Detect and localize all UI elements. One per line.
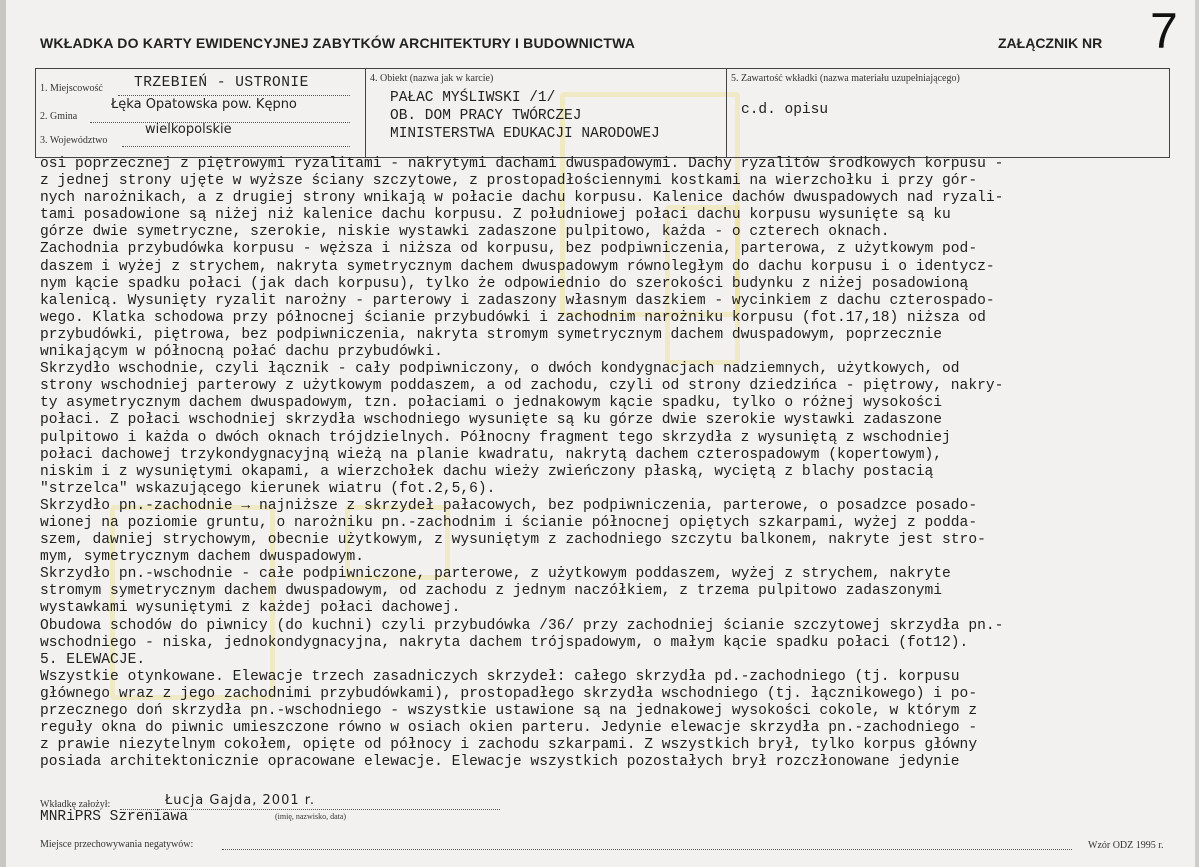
wojewodztwo-label: 3. Województwo bbox=[40, 135, 108, 146]
obiekt-line-2: OB. DOM PRACY TWÓRCZEJ bbox=[390, 108, 582, 124]
divider bbox=[726, 69, 727, 157]
description-line: kalenicą. Wysunięty ryzalit narożny - parterowy i zadaszony własnym daszkiem - wycinkiem z dachu czterospado- bbox=[40, 292, 995, 309]
description-line: połaci. Z połaci wschodniej skrzydła wschodniego wysunięte są ku górze dwie szerokie wystawki zadaszone bbox=[40, 412, 943, 429]
author-hint: (imię, nazwisko, data) bbox=[275, 812, 347, 821]
card-title: WKŁADKA DO KARTY EWIDENCYJNEJ ZABYTKÓW ARCHITEKTURY I BUDOWNICTWA bbox=[40, 35, 636, 51]
description-line: wego. Klatka schodowa przy północnej ścianie przybudówki i zachodnim narożniku korpusu (fot.17,18) niższa od bbox=[40, 309, 986, 326]
divider bbox=[365, 69, 366, 157]
header-fields-box bbox=[35, 68, 1170, 158]
author-label: Wkładkę założył: bbox=[40, 799, 111, 810]
miejscowosc-label: 1. Miejscowość bbox=[40, 83, 103, 94]
annex-label: ZAŁĄCZNIK NR bbox=[998, 35, 1103, 51]
description-line: Zachodnia przybudówka korpusu - węższa i niższa od korpusu, bez podpiwniczenia, parterowa, z użytkowym pod- bbox=[40, 241, 978, 258]
form-reference: Wzór ODZ 1995 r. bbox=[1088, 840, 1164, 851]
field-underline bbox=[222, 849, 1072, 850]
description-line: wnikającym w północną połać dachu przybudówki. bbox=[40, 344, 443, 361]
description-line: z jednej strony ujęte w wyższe ściany szczytowe, z prostopadłościennymi kostkami na wierzchołku i przy gór- bbox=[40, 173, 978, 190]
description-line: nych narożnikach, a z drugiej strony wnikają w połacie dachu korpusu. Kalenice dachów dwuspadowych nad ryzali- bbox=[40, 190, 1004, 207]
annex-number: 7 bbox=[1150, 3, 1178, 59]
description-line: strony wschodniej parterowy z użytkowym poddaszem, a od zachodu, czyli od strony dziedzińca - piętrowy, nakry- bbox=[40, 378, 1004, 395]
scan-edge-left bbox=[0, 0, 6, 867]
description-line: reguły okna do piwnic umieszczone równo w osiach okien parteru. Jedynie elewacje skrzydła pn.-zachodniego - bbox=[40, 720, 978, 737]
description-line: wionej na poziomie gruntu, o narożniku pn.-zachodnim i ścianie północnej opiętych szkarpami, wyżej z podda- bbox=[40, 514, 978, 531]
description-line: przecznego doń skrzydła pn.-wschodniego - wszystkie ustawione są na jednakowej wysokości cokole, w którym z bbox=[40, 703, 978, 719]
description-line: nym kącie spadku połaci (jak dach korpusu), tylko że odpowiednio do szerokości budynku z niżej posadowioną bbox=[40, 275, 969, 292]
miejscowosc-value: TRZEBIEŃ - USTRONIE bbox=[134, 75, 309, 91]
field-underline bbox=[118, 95, 350, 96]
description-line: głównego wraz z jego zachodnimi przybudówkami), prostopadłego skrzydła wschodniego (tj. łącznikowego) i po- bbox=[40, 685, 978, 702]
description-line: niskim i z wysuniętymi okapami, a wierzchołek dachu wieży zwieńczony płaską, wyciętą z blachy postacią bbox=[40, 463, 934, 480]
obiekt-line-3: MINISTERSTWA EDUKACJI NARODOWEJ bbox=[390, 126, 660, 142]
description-line: górze dwie symetryczne, szerokie, niskie wystawki zadaszone pulpitowo, każda - o czterech oknach. bbox=[40, 224, 890, 241]
field-underline bbox=[122, 146, 350, 147]
description-line: posiada architektonicznie opracowane elewacje. Elewacje wszystkich pozostałych brył rozczłonowane jedynie bbox=[40, 754, 960, 771]
description-line: "strzelca" wskazującego kierunek wiatru (fot.2,5,6). bbox=[40, 480, 496, 497]
description-line: 5. ELEWACJE. bbox=[40, 651, 146, 668]
description-line: wystawkami wysuniętymi z każdej połaci dachowej. bbox=[40, 600, 461, 617]
description-line: tami posadowione są niżej niż kalenice dachu korpusu. Z południowej połaci dachu korpusu wysunięte są ku bbox=[40, 207, 951, 224]
zawartosc-value: c.d. opisu bbox=[741, 102, 829, 118]
description-line: Skrzydło wschodnie, czyli łącznik - cały podpiwniczony, o dwóch kondygnacjach nadziemnych, użytkowych, od bbox=[40, 361, 960, 378]
description-line: mym, symetrycznym dachem dwuspadowym. bbox=[40, 549, 365, 566]
description-line: szem, dawniej strychowym, obecnie użytkowym, z wysuniętym z zachodniego szczytu balkonem, nakryte jest stro- bbox=[40, 532, 986, 549]
description-text bbox=[40, 156, 1170, 771]
description-line: przybudówki, piętrowa, bez podpiwniczenia, nakryta stromym symetrycznym dachem dwuspadowym, poprzecznie bbox=[40, 326, 943, 343]
description-line: z prawie niezytelnym cokołem, opięte od północy i zachodu szkarpami. Z wszystkich brył, tylko korpus główny bbox=[40, 737, 978, 754]
description-line: Wszystkie otynkowane. Elewacje trzech zasadniczych skrzydeł: całego skrzydła pd.-zachodniego (tj. korpusu bbox=[40, 668, 960, 685]
description-line: pulpitowo i każda o dwóch oknach trójdzielnych. Północny fragment tego skrzydła z wysuniętą z wschodniej bbox=[40, 429, 951, 446]
description-line: stromym symetrycznym dachem dwuspadowym, od zachodu z jednym naczółkiem, z trzema pulpitowo zadaszonymi bbox=[40, 583, 943, 600]
description-line: ty asymetrycznym dachem dwuspadowym, tzn. połaciami o jednakowym kącie spadku, tylko o różnej wysokości bbox=[40, 395, 943, 412]
gmina-value: Łęka Opatowska pow. Kępno bbox=[111, 97, 297, 112]
description-line: wschodniego - niska, jednokondygnacyjna, nakryta dachem trójspadowym, o małym kącie spadku połaci (fot12). bbox=[40, 634, 969, 651]
description-line: osi poprzecznej z piętrowymi ryzalitami - nakrytymi dachami dwuspadowymi. Dachy ryzalitów środkowych korpusu - bbox=[40, 156, 1004, 172]
description-line: Skrzydło pn.-zachodnie → najniższe z skrzydeł pałacowych, bez podpiwniczenia, parterowe, o posadzce posado- bbox=[40, 497, 978, 514]
description-line: połaci dachowej trzykondygnacyjną wieżą na planie kwadratu, nakrytą dachem czterospadowym (kopertowym), bbox=[40, 446, 943, 463]
scan-edge-right bbox=[1195, 0, 1199, 867]
gmina-label: 2. Gmina bbox=[40, 111, 78, 122]
negatives-label: Miejsce przechowywania negatywów: bbox=[40, 839, 194, 850]
storage-typed: MNRiPRS Szreniawa bbox=[40, 809, 188, 825]
description-line: daszem i wyżej z strychem, nakryta symetrycznym dachem dwuspadowym równoległym do dachu korpusu i o identycz- bbox=[40, 258, 995, 275]
description-line: Obudowa schodów do piwnicy (do kuchni) czyli przybudówka /36/ przy zachodniej ścianie szczytowej skrzydła pn.- bbox=[40, 617, 1004, 634]
author-value: Łucja Gajda, 2001 r. bbox=[165, 793, 316, 808]
zawartosc-label: 5. Zawartość wkładki (nazwa materiału uzupełniającego) bbox=[731, 73, 960, 84]
obiekt-label: 4. Obiekt (nazwa jak w karcie) bbox=[370, 73, 494, 84]
wojewodztwo-value: wielkopolskie bbox=[145, 122, 232, 137]
obiekt-line-1: PAŁAC MYŚLIWSKI /1/ bbox=[390, 90, 556, 106]
description-line: Skrzydło pn.-wschodnie - całe podpiwniczone, parterowe, z użytkowym poddaszem, wyżej z strychem, nakryte bbox=[40, 566, 951, 583]
